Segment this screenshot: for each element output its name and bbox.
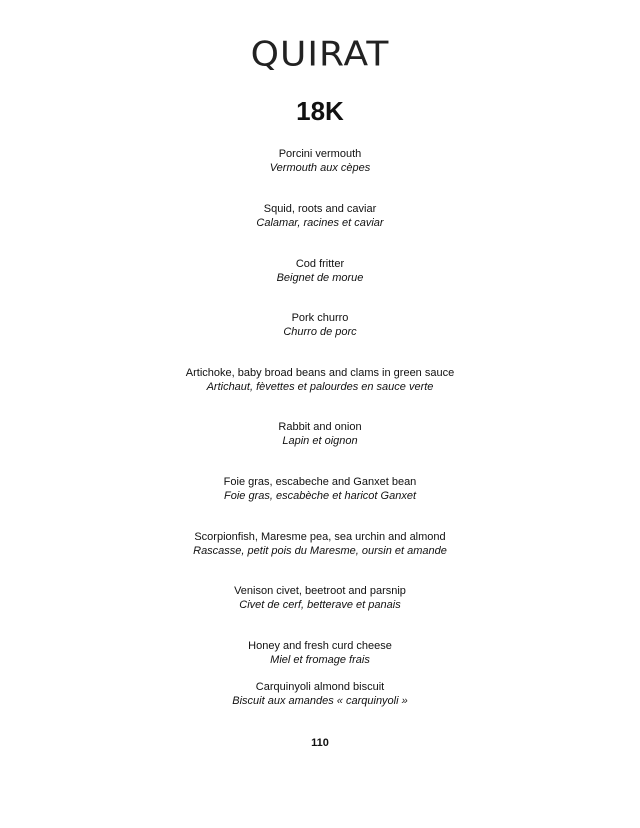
course-item xyxy=(0,475,640,503)
course-name-fr: Biscuit aux amandes « carquinyoli » xyxy=(232,695,408,707)
course-name-en: Honey and fresh curd cheese xyxy=(248,640,392,652)
course-name-en: Artichoke, baby broad beans and clams in green sauce xyxy=(185,367,455,379)
course-name-fr: Rascasse, petit pois du Maresme, oursin et amande xyxy=(193,545,447,557)
course-item xyxy=(0,366,640,394)
course-item xyxy=(0,530,640,558)
course-name-en: Rabbit and onion xyxy=(278,421,362,433)
course-name-fr: Civet de cerf, betterave et panais xyxy=(239,599,401,611)
menu-title: 18K xyxy=(296,96,344,126)
course-name-fr: Calamar, racines et caviar xyxy=(256,217,384,229)
course-item xyxy=(0,680,640,708)
course-name-en: Pork churro xyxy=(291,312,349,324)
course-name-fr: Beignet de morue xyxy=(276,272,364,284)
course-name-fr: Artichaut, fèvettes et palourdes en sauce verte xyxy=(206,381,434,393)
course-item xyxy=(0,147,640,175)
course-name-fr: Lapin et oignon xyxy=(282,435,358,447)
course-item xyxy=(0,202,640,230)
course-name-en: Foie gras, escabeche and Ganxet bean xyxy=(223,476,417,488)
course-name-fr: Miel et fromage frais xyxy=(270,654,370,666)
course-name-fr: Vermouth aux cèpes xyxy=(269,162,371,174)
course-item xyxy=(0,311,640,339)
page-number: 110 xyxy=(311,737,329,749)
course-item xyxy=(0,257,640,285)
course-name-fr: Foie gras, escabèche et haricot Ganxet xyxy=(224,490,416,502)
course-item xyxy=(0,420,640,448)
course-name-en: Cod fritter xyxy=(295,258,345,270)
course-item xyxy=(0,639,640,667)
course-name-en: Squid, roots and caviar xyxy=(263,203,377,215)
course-name-en: Scorpionfish, Maresme pea, sea urchin and almond xyxy=(194,531,446,543)
course-name-en: Carquinyoli almond biscuit xyxy=(255,681,385,693)
course-item xyxy=(0,584,640,612)
course-name-en: Porcini vermouth xyxy=(278,148,362,160)
course-name-fr: Churro de porc xyxy=(283,326,357,338)
course-name-en: Venison civet, beetroot and parsnip xyxy=(234,585,406,597)
brand-logo: QUIRAT xyxy=(250,35,390,74)
